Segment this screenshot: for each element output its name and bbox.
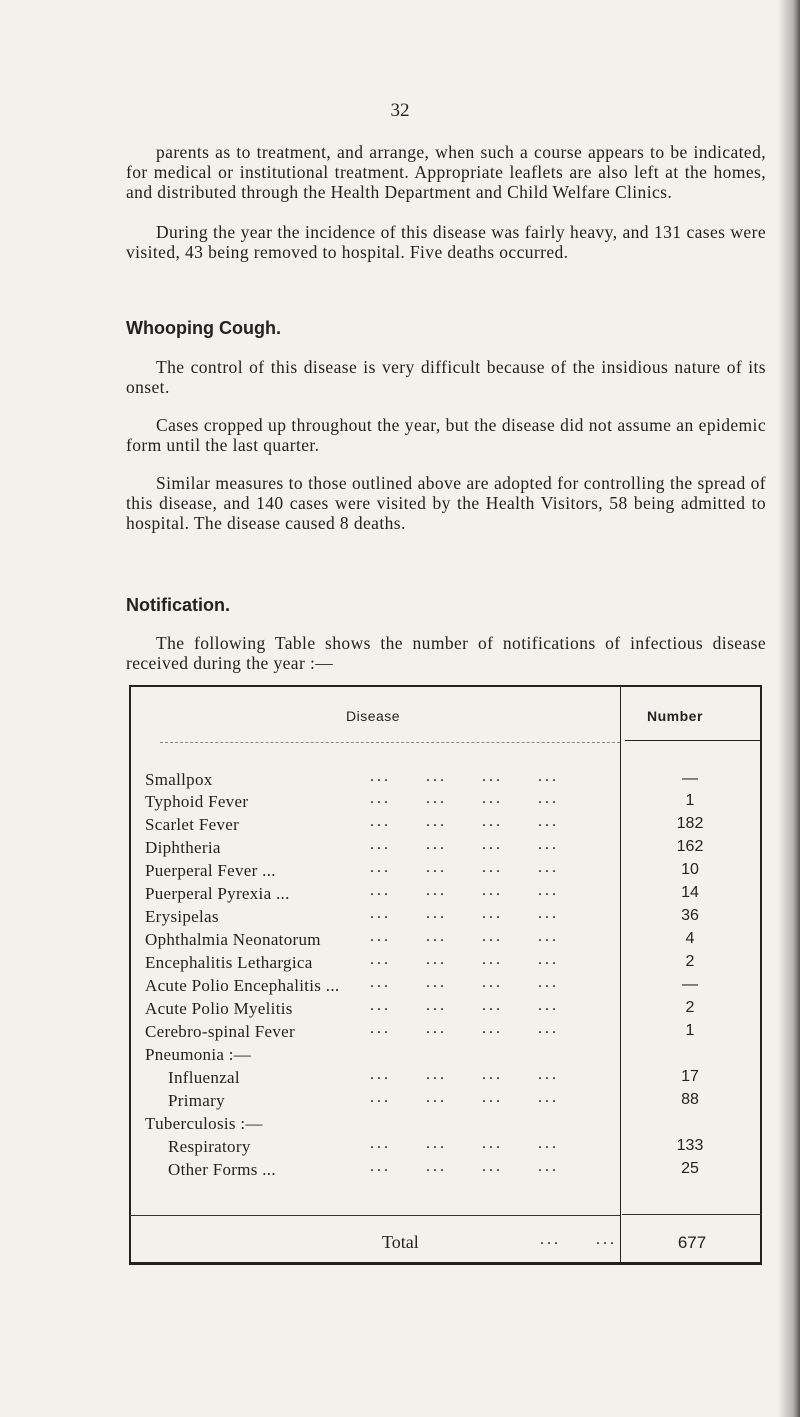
- disease-label: Acute Polio Myelitis: [145, 999, 293, 1018]
- table-row: [130, 861, 760, 883]
- disease-number: 162: [676, 838, 704, 855]
- disease-number: 17: [681, 1068, 699, 1085]
- table-row: [130, 953, 760, 975]
- disease-number: 4: [685, 930, 695, 947]
- paragraph-cases: Cases cropped up throughout the year, but the disease did not assume an epidemic form until the last quarter.: [126, 415, 766, 455]
- header-rule: [160, 742, 620, 743]
- table-row: [130, 1160, 760, 1182]
- leader-dots: ... ... ... ...: [370, 1066, 559, 1083]
- table-row: [130, 999, 760, 1021]
- disease-label: Diphtheria: [145, 838, 221, 857]
- leader-dots: ... ... ... ...: [370, 813, 559, 830]
- total-number: 677: [677, 1233, 707, 1252]
- leader-dots: ... ... ... ...: [370, 1158, 559, 1175]
- disease-label: Puerperal Pyrexia ...: [145, 884, 290, 903]
- table-row: [130, 884, 760, 906]
- disease-number: 2: [685, 999, 695, 1016]
- disease-label: Influenzal: [168, 1068, 240, 1087]
- table-row: [130, 770, 760, 792]
- disease-label: Primary: [168, 1091, 225, 1110]
- table-row: [130, 907, 760, 929]
- table-row: [130, 1045, 760, 1067]
- disease-label: Encephalitis Lethargica: [145, 953, 313, 972]
- total-rule: [622, 1214, 762, 1215]
- table-row: [130, 1022, 760, 1044]
- disease-number: 1: [685, 1022, 695, 1039]
- total-rule: [129, 1215, 620, 1216]
- leader-dots: ... ... ... ...: [370, 1089, 559, 1106]
- table-row: [130, 1137, 760, 1159]
- page-number: 32: [390, 100, 410, 121]
- disease-number: 88: [681, 1091, 699, 1108]
- leader-dots: ... ... ... ...: [370, 882, 559, 899]
- leader-dots: ... ... ... ...: [370, 768, 559, 785]
- disease-number: 36: [681, 907, 699, 924]
- paragraph-measures: Similar measures to those outlined above are adopted for controlling the spread of this disease, and 140 cases were visited by the Health Visitors, 58 being admitted to hospital. The disease caused 8 deaths.: [126, 473, 766, 533]
- leader-dots: ... ... ... ...: [370, 1020, 559, 1037]
- table-row: [130, 838, 760, 860]
- header-disease: Disease: [346, 708, 401, 724]
- table-row: [130, 792, 760, 814]
- table-row: [130, 1068, 760, 1090]
- leader-dots: ... ... ... ...: [370, 859, 559, 876]
- disease-label: Respiratory: [168, 1137, 251, 1156]
- disease-number: —: [682, 976, 698, 993]
- total-label: Total: [382, 1232, 419, 1252]
- header-number: Number: [647, 708, 703, 724]
- table-row: [130, 976, 760, 998]
- paragraph-incidence: During the year the incidence of this disease was fairly heavy, and 131 cases were visited, 43 being removed to hospital. Five deaths occurred.: [126, 222, 766, 262]
- disease-label: Erysipelas: [145, 907, 219, 926]
- disease-number: 14: [681, 884, 699, 901]
- disease-number: 1: [685, 792, 695, 809]
- leader-dots: ... ... ... ...: [370, 905, 559, 922]
- heading-whooping-cough: Whooping Cough.: [126, 318, 281, 338]
- heading-notification: Notification.: [126, 595, 230, 615]
- table-row: [130, 1091, 760, 1113]
- disease-number: 182: [676, 815, 704, 832]
- disease-number: —: [682, 770, 698, 787]
- leader-dots: ... ... ... ...: [370, 997, 559, 1014]
- disease-label: Other Forms ...: [168, 1160, 276, 1179]
- disease-label: Puerperal Fever ...: [145, 861, 276, 880]
- disease-label: Smallpox: [145, 770, 213, 789]
- disease-number: 10: [681, 861, 699, 878]
- leader-dots: ... ... ... ...: [370, 951, 559, 968]
- disease-number: 2: [685, 953, 695, 970]
- leader-dots: ... ... ... ...: [370, 790, 559, 807]
- paragraph-control: The control of this disease is very difficult because of the insidious nature of its onset.: [126, 357, 766, 397]
- disease-label: Acute Polio Encephalitis ...: [145, 976, 340, 995]
- leader-dots: ... ... ... ...: [370, 928, 559, 945]
- leader-dots: ... ... ... ...: [370, 836, 559, 853]
- leader-dots: ... ... ... ...: [370, 974, 559, 991]
- disease-label: Ophthalmia Neonatorum: [145, 930, 321, 949]
- disease-number: 133: [676, 1137, 704, 1154]
- paragraph-table-intro: The following Table shows the number of notifications of infectious disease received during the year :—: [126, 633, 766, 673]
- leader-dots: ... ...: [540, 1231, 617, 1248]
- disease-group-label: Pneumonia :—: [145, 1045, 252, 1064]
- table-row: [130, 1114, 760, 1136]
- disease-label: Scarlet Fever: [145, 815, 240, 834]
- disease-label: Typhoid Fever: [145, 792, 249, 811]
- table-row: [130, 930, 760, 952]
- disease-group-label: Tuberculosis :—: [145, 1114, 263, 1133]
- page-edge-shadow: [778, 0, 800, 1417]
- header-rule: [625, 740, 762, 741]
- table-row: [130, 815, 760, 837]
- disease-number: 25: [681, 1160, 699, 1177]
- paragraph-treatment: parents as to treatment, and arrange, when such a course appears to be indicated, for medical or institutional treatment. Appropriate leaflets are also left at the homes, and distributed through the Health Department and Child Welfare Clinics.: [126, 142, 766, 202]
- disease-label: Cerebro-spinal Fever: [145, 1022, 295, 1041]
- leader-dots: ... ... ... ...: [370, 1135, 559, 1152]
